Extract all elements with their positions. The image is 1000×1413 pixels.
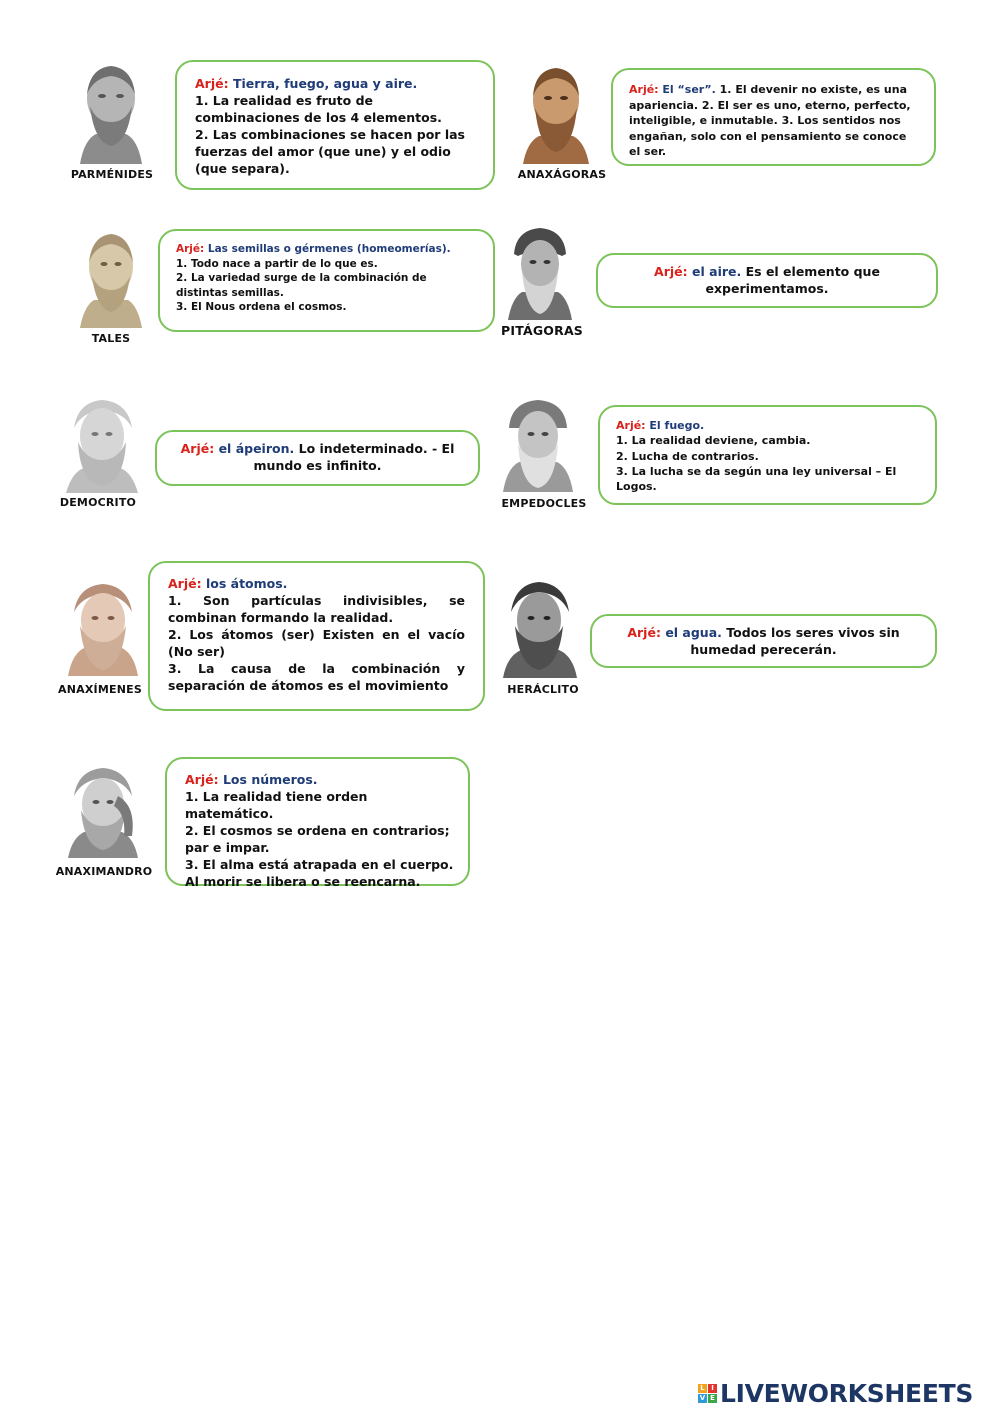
arje-value: el ápeiron. xyxy=(218,441,295,456)
arje-label: Arjé: xyxy=(195,76,229,91)
arje-value: los átomos. xyxy=(205,576,288,591)
card-line: 2. La variedad surge de la combinación de distintas semillas. xyxy=(176,272,427,299)
card-line: 2. El cosmos se ordena en contrarios; xyxy=(185,823,450,838)
philosophy-card xyxy=(175,60,495,190)
card-line: par e impar. xyxy=(185,840,270,855)
heraclito-bust xyxy=(497,580,582,678)
philosopher-name: PITÁGORAS xyxy=(500,323,584,338)
logo-letter: V xyxy=(699,1393,706,1402)
arje-value: el aire. xyxy=(692,264,742,279)
card-line: 1. La realidad tiene orden matemático. xyxy=(185,789,368,821)
card-line: 1. Son partículas indivisibles, se combinan formando la realidad. xyxy=(168,593,465,625)
arje-label: Arjé: xyxy=(185,772,219,787)
tales-bust xyxy=(76,228,146,328)
philosophy-card xyxy=(611,68,936,166)
parmenides-bust xyxy=(70,60,152,164)
philosophy-card xyxy=(165,757,470,889)
philosophy-card xyxy=(598,405,937,505)
arje-value: Tierra, fuego, agua y aire. xyxy=(232,76,418,91)
philosopher-name: EMPEDOCLES xyxy=(501,497,587,510)
philosophy-card xyxy=(596,253,938,308)
card-line: 3. El alma está atrapada en el cuerpo. xyxy=(185,857,454,872)
democrito-bust xyxy=(60,398,145,493)
arje-label: Arjé: xyxy=(629,83,659,96)
card-line: 2. Las combinaciones se hacen por las fuerzas del amor (que une) y el odio (que separa). xyxy=(195,127,465,176)
card-line: 3. La causa de la combinación y separación de átomos es el movimiento xyxy=(168,661,465,693)
philosopher-name: ANAXÁGORAS xyxy=(517,168,607,181)
philosopher-name: PARMÉNIDES xyxy=(70,168,154,181)
card-text: Es el elemento que experimentamos. xyxy=(705,264,880,296)
philosophy-card xyxy=(158,229,495,332)
arje-label: Arjé: xyxy=(627,625,661,640)
card-line: 3. La lucha se da según una ley universal – El Logos. xyxy=(616,464,897,494)
arje-label: Arjé: xyxy=(654,264,688,279)
philosopher-name: ANAXIMANDRO xyxy=(55,865,153,878)
philosophy-card xyxy=(590,614,937,668)
card-line: 3. El Nous ordena el cosmos. xyxy=(176,301,347,313)
arje-label: Arjé: xyxy=(616,419,646,432)
liveworksheets-logo xyxy=(698,1378,973,1408)
arje-value: Los números. xyxy=(222,772,318,787)
pitagoras-bust xyxy=(504,224,576,320)
card-line: 2. Lucha de contrarios. xyxy=(616,449,759,463)
card-line: Al morir se libera o se reencarna. xyxy=(185,874,421,889)
logo-badge xyxy=(698,1384,717,1403)
logo-letter: L xyxy=(698,1384,707,1393)
philosopher-name: DEMOCRITO xyxy=(59,496,137,509)
anaximenes-bust xyxy=(62,580,144,676)
logo-letter: E xyxy=(708,1394,717,1403)
arje-value: El “ser”. xyxy=(662,83,716,96)
philosophy-card xyxy=(148,561,485,711)
philosopher-name: HERÁCLITO xyxy=(507,683,579,696)
logo-text: LIVEWORKSHEETS xyxy=(720,1378,974,1408)
philosopher-name: ANAXÍMENES xyxy=(58,683,142,696)
arje-label: Arjé: xyxy=(176,243,205,255)
card-text: Lo indeterminado. - El mundo es infinito. xyxy=(253,441,455,473)
anaxagoras-bust xyxy=(517,62,595,164)
philosopher-name: TALES xyxy=(91,332,131,345)
logo-letter: I xyxy=(708,1384,717,1393)
empedocles-bust xyxy=(499,396,577,492)
arje-value: el agua. xyxy=(665,625,722,640)
card-line: 2. Los átomos (ser) Existen en el vacío (No ser) xyxy=(168,627,465,659)
card-line: 1. La realidad deviene, cambia. xyxy=(616,434,811,448)
card-text: Todos los seres vivos sin humedad perecerán. xyxy=(690,625,900,657)
arje-value: Las semillas o gérmenes (homeomerías). xyxy=(207,243,451,255)
card-line: 1. La realidad es fruto de combinaciones de los 4 elementos. xyxy=(195,93,442,125)
card-line: 1. Todo nace a partir de lo que es. xyxy=(176,257,378,270)
philosophy-card xyxy=(155,430,480,486)
card-text: 1. El devenir no existe, es una apariencia. 2. El ser es uno, eterno, perfecto, inteligible, e inmutable. 3. Los sentidos nos engañan, solo con el pensamiento se conoce el ser. xyxy=(629,83,911,158)
arje-label: Arjé: xyxy=(180,441,215,456)
arje-label: Arjé: xyxy=(168,576,202,591)
anaximandro-bust xyxy=(62,766,144,858)
arje-value: El fuego. xyxy=(649,419,705,432)
